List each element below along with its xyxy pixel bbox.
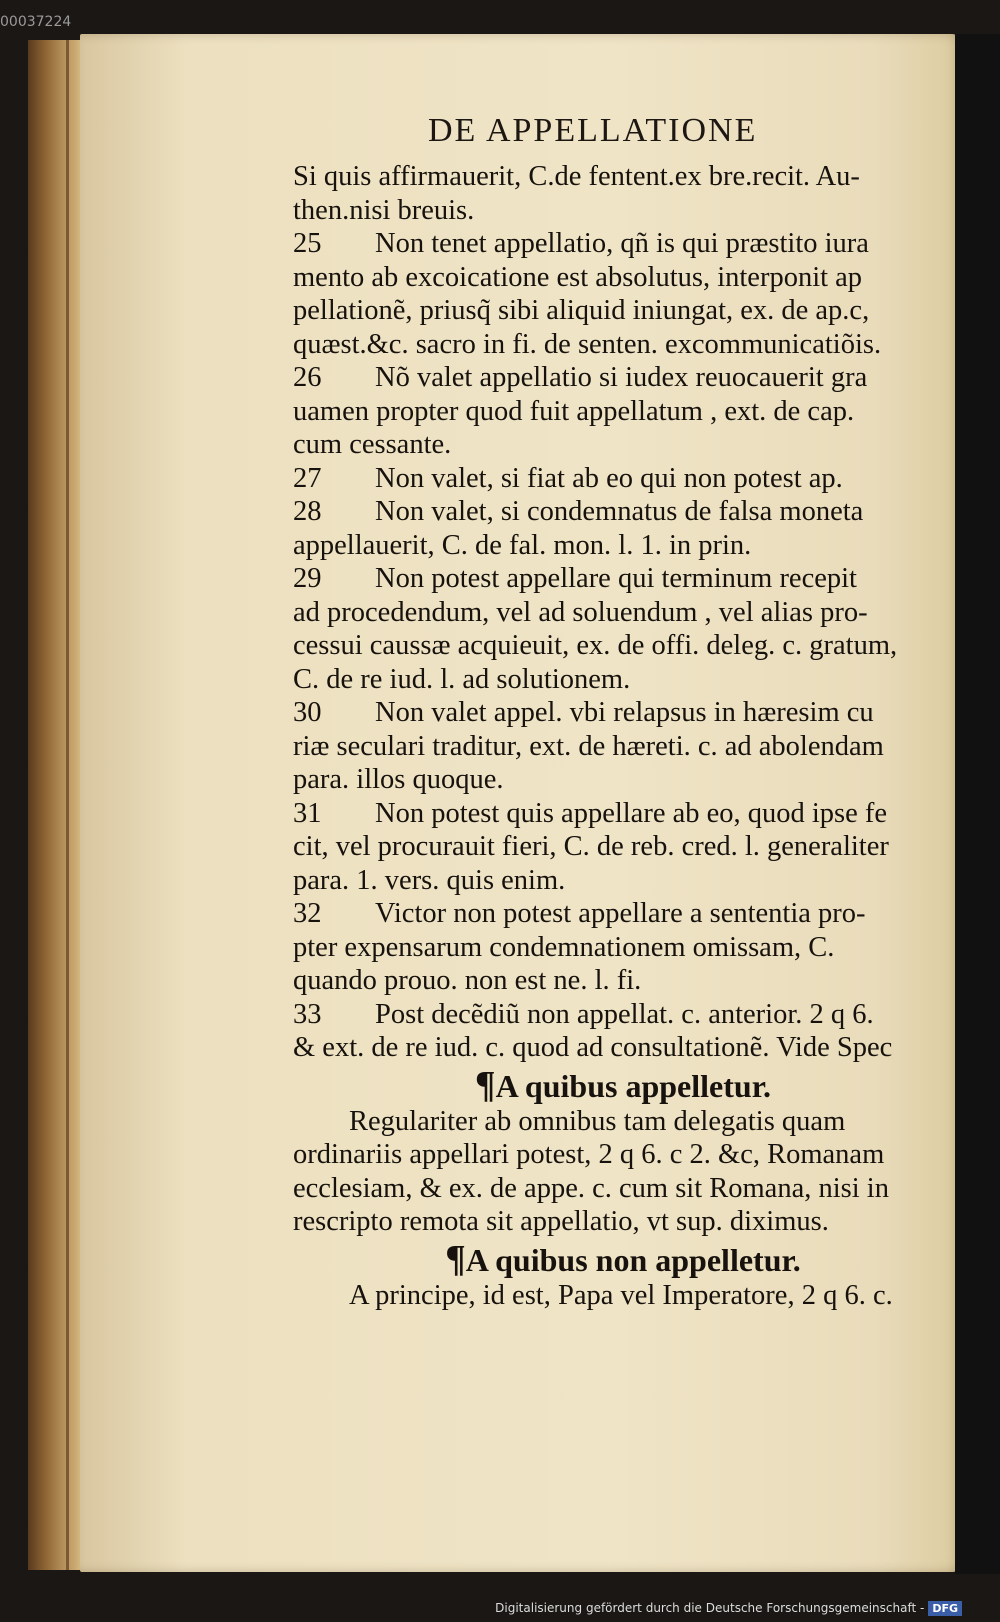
scan-id-label: 00037224 bbox=[0, 14, 72, 30]
text-line bbox=[293, 227, 953, 261]
text-line bbox=[293, 428, 953, 462]
section-heading-2 bbox=[293, 1239, 953, 1279]
text-line bbox=[293, 964, 953, 998]
text-line bbox=[293, 797, 953, 831]
text-line bbox=[293, 596, 953, 630]
line-text: Non potest quis appellare ab eo, quod ipse fe bbox=[375, 797, 888, 829]
text-line bbox=[293, 462, 953, 496]
line-text: para. illos quoque. bbox=[293, 764, 504, 795]
text-line bbox=[293, 294, 953, 328]
line-text: cessui caussæ acquieuit, ex. de offi. deleg. c. gratum, bbox=[293, 630, 898, 661]
line-text: Non valet appel. vbi relapsus in hæresim cu bbox=[375, 697, 874, 728]
line-text: Non potest appellare qui terminum recepit bbox=[375, 563, 857, 594]
line-number: 30 bbox=[293, 697, 322, 728]
line-text: Si quis affirmauerit, C.de fentent.ex bre.recit. Au- bbox=[293, 161, 860, 192]
line-number: 29 bbox=[293, 563, 322, 594]
line-number: 33 bbox=[293, 998, 322, 1030]
text-line bbox=[293, 261, 953, 295]
footer-text: Digitalisierung gefördert durch die Deutsche Forschungsgemeinschaft - bbox=[495, 1601, 925, 1615]
line-text: riæ seculari traditur, ext. de hæreti. c. ad abolendam bbox=[293, 730, 884, 762]
line-text: pellationẽ, priusq̃ sibi aliquid iniungat, ex. de ap.c, bbox=[293, 295, 870, 326]
text-line bbox=[293, 1031, 953, 1065]
line-number: 27 bbox=[293, 462, 322, 494]
line-number: 31 bbox=[293, 797, 322, 829]
paragraph-line: rescripto remota sit appellatio, vt sup. diximus. bbox=[293, 1206, 829, 1237]
text-line bbox=[293, 696, 953, 730]
line-text: mento ab excoicatione est absolutus, interponit ap bbox=[293, 261, 863, 293]
text-line bbox=[293, 629, 953, 663]
line-text: pter expensarum condemnationem omissam, C. bbox=[293, 931, 835, 963]
line-text: quæst.&c. sacro in fi. de senten. excommunicatiõis. bbox=[293, 328, 882, 360]
paragraph-line: A principe, id est, Papa vel Imperatore, 2 q 6. c. bbox=[349, 1279, 893, 1311]
line-text: cum cessante. bbox=[293, 429, 452, 460]
text-line bbox=[293, 730, 953, 764]
text-line bbox=[293, 328, 953, 362]
text-line bbox=[293, 495, 953, 529]
line-text: Victor non potest appellare a sententia pro- bbox=[375, 898, 866, 929]
paragraph-2 bbox=[293, 1279, 953, 1313]
line-text: Post decẽdiũ non appellat. c. anterior. 2 q 6. bbox=[375, 998, 874, 1030]
spine-shadow-line bbox=[66, 40, 69, 1570]
text-line bbox=[293, 897, 953, 931]
line-number: 25 bbox=[293, 228, 322, 259]
running-head: DE APPELLATIONE bbox=[428, 112, 758, 149]
line-number: 26 bbox=[293, 362, 322, 393]
numbered-lines bbox=[293, 160, 953, 1065]
book-spine bbox=[28, 40, 82, 1570]
right-margin-dark bbox=[955, 34, 1000, 1574]
line-text: appellauerit, C. de fal. mon. l. 1. in prin. bbox=[293, 529, 752, 561]
section-heading-1 bbox=[293, 1065, 953, 1105]
line-text: para. 1. vers. quis enim. bbox=[293, 864, 566, 896]
text-line bbox=[293, 763, 953, 797]
paragraph-line: ecclesiam, & ex. de appe. c. cum sit Romana, nisi in bbox=[293, 1172, 889, 1204]
line-text: Nõ valet appellatio si iudex reuocauerit gra bbox=[375, 362, 868, 393]
line-text: C. de re iud. l. ad solutionem. bbox=[293, 663, 631, 695]
line-text: then.nisi breuis. bbox=[293, 194, 475, 226]
line-text: cit, vel procurauit fieri, C. de reb. cred. l. generaliter bbox=[293, 831, 889, 862]
line-text: Non valet, si condemnatus de falsa moneta bbox=[375, 496, 864, 527]
text-line bbox=[293, 361, 953, 395]
text-line bbox=[293, 830, 953, 864]
paragraph-line: ordinariis appellari potest, 2 q 6. c 2. &c, Romanam bbox=[293, 1139, 885, 1170]
text-line bbox=[293, 562, 953, 596]
pilcrow-icon: ¶ bbox=[445, 1237, 466, 1280]
text-line bbox=[293, 864, 953, 898]
text-line bbox=[293, 931, 953, 965]
line-text: uamen propter quod fuit appellatum , ext. de cap. bbox=[293, 395, 855, 427]
line-number: 32 bbox=[293, 898, 322, 929]
paragraph-line: Regulariter ab omnibus tam delegatis quam bbox=[349, 1105, 846, 1137]
paragraph-1 bbox=[293, 1105, 953, 1239]
text-line bbox=[293, 529, 953, 563]
text-line bbox=[293, 663, 953, 697]
text-line bbox=[293, 194, 953, 228]
line-text: Non tenet appellatio, qñ is qui præstito iura bbox=[375, 228, 869, 259]
text-line bbox=[293, 395, 953, 429]
heading-2-text: A quibus non appelletur. bbox=[465, 1241, 801, 1278]
text-block bbox=[293, 160, 953, 1312]
line-text: Non valet, si fiat ab eo qui non potest ap. bbox=[375, 462, 843, 494]
text-line bbox=[293, 998, 953, 1032]
footer-credit bbox=[495, 1601, 962, 1616]
line-text: quando prouo. non est ne. l. fi. bbox=[293, 965, 642, 996]
pilcrow-icon: ¶ bbox=[475, 1063, 496, 1106]
line-text: & ext. de re iud. c. quod ad consultationẽ. Vide Spec bbox=[293, 1032, 893, 1063]
line-number: 28 bbox=[293, 496, 322, 527]
heading-1-text: A quibus appelletur. bbox=[495, 1067, 771, 1104]
line-text: ad procedendum, vel ad soluendum , vel alias pro- bbox=[293, 596, 868, 628]
dfg-logo: DFG bbox=[928, 1601, 962, 1616]
text-line bbox=[293, 160, 953, 194]
